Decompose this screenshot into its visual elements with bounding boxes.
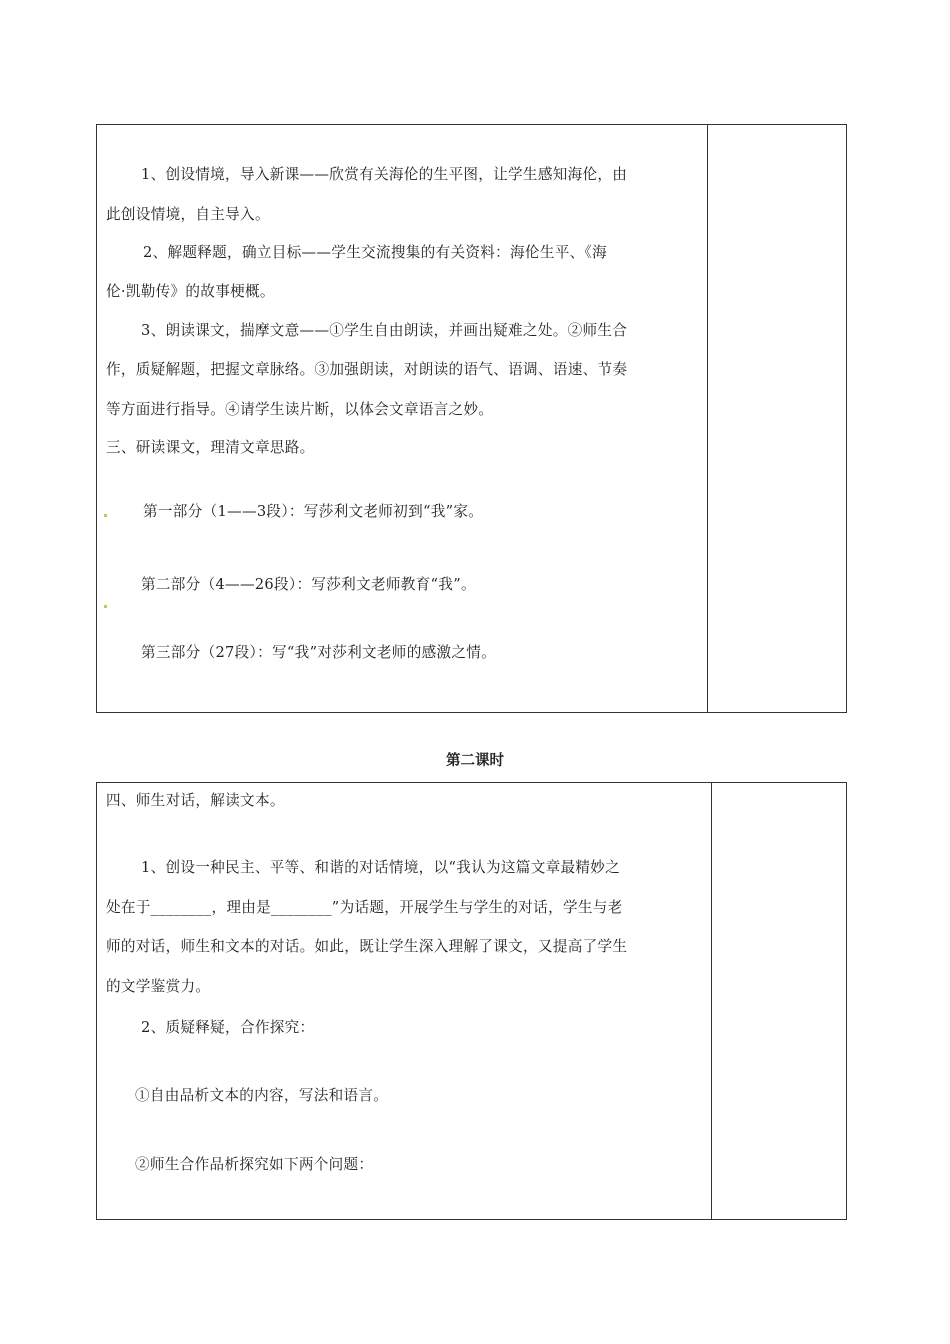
table-1-line: 1、创设情境，导入新课——欣赏有关海伦的生平图，让学生感知海伦，由: [141, 166, 628, 183]
table-1-line: 作，质疑解题，把握文章脉络。③加强朗读，对朗读的语气、语调、语速、节奏: [106, 361, 628, 378]
table-2-content-cell: [97, 783, 712, 1219]
table-2-line: 2、质疑释疑，合作探究：: [141, 1019, 315, 1036]
table-2-line: 处在于________，理由是________”为话题，开展学生与学生的对话，学生与老: [106, 899, 623, 916]
section-heading: 第二课时: [446, 753, 504, 769]
table-1-line: 3、朗读课文，揣摩文意——①学生自由朗读，并画出疑难之处。②师生合: [141, 322, 628, 339]
table-1-line: 伦·凯勒传》的故事梗概。: [106, 283, 275, 300]
table-1-line: 等方面进行指导。④请学生读片断，以体会文章语言之妙。: [106, 401, 494, 418]
marker-dot: [104, 514, 107, 517]
table-2-line: 1、创设一种民主、平等、和谐的对话情境，以“我认为这篇文章最精妙之: [141, 859, 621, 876]
table-1-line: 第二部分（4——26段）：写莎利文老师教育“我”。: [141, 576, 476, 593]
table-2-line: 的文学鉴赏力。: [106, 978, 211, 995]
table-1-line: 此创设情境，自主导入。: [106, 206, 270, 223]
table-2-line: 四、师生对话，解读文本。: [106, 792, 285, 809]
table-2-line: 师的对话，师生和文本的对话。如此，既让学生深入理解了课文，又提高了学生: [106, 938, 628, 955]
marker-dot: [104, 605, 107, 608]
table-2-line: ②师生合作品析探究如下两个问题：: [135, 1156, 374, 1173]
table-1-line: 第三部分（27段）：写“我”对莎利文老师的感激之情。: [141, 644, 497, 661]
table-1-content-cell: [97, 125, 708, 712]
table-1-line: 2、解题释题，确立目标——学生交流搜集的有关资料：海伦生平、《海: [143, 244, 607, 261]
table-2-line: ①自由品析文本的内容，写法和语言。: [135, 1087, 389, 1104]
lesson-table-1: [96, 124, 847, 713]
table-1-line: 第一部分（1——3段）：写莎利文老师初到“我”家。: [143, 503, 484, 520]
lesson-table-2: [96, 782, 847, 1220]
table-1-line: 三、研读课文，理清文章思路。: [106, 439, 315, 456]
